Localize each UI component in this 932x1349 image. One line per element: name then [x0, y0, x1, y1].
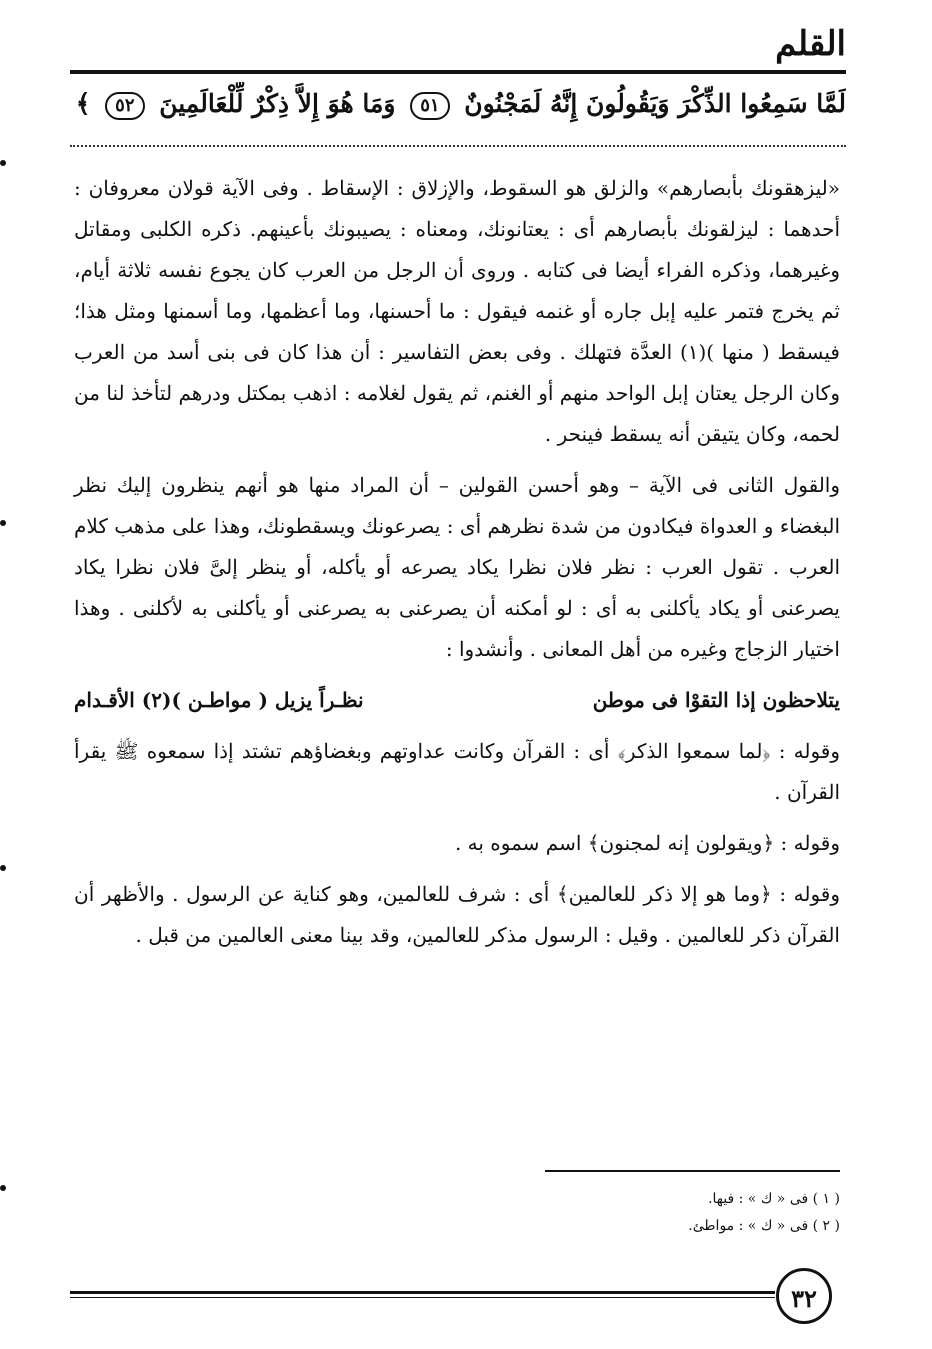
title-rule — [70, 70, 846, 74]
paragraph-3: وقوله : ﴿لما سمعوا الذكر﴾ أى : القرآن وكانت عداوتهم وبغضاؤهم تشتد إذا سمعوه ﷺ يقرأ القرآن . — [74, 739, 840, 804]
footnote-1: ( ١ ) فى « ك » : فيها. — [708, 1191, 840, 1207]
footnote-rule — [545, 1170, 840, 1172]
paragraph-2: والقول الثانى فى الآية – وهو أحسن القولين – أن المراد منها هو أنهم ينظرون إليك نظر البغضاء و العدواة فيكادون من شدة نظرهم أى : يصرعونك ويسقطونك، وهذا على مذهب كلام العرب . تقول العرب : نظر فلان نظرا يكاد يصرعه أو يأكله، أو ينظر إلىَّ فلان نظرا يكاد يصرعنى أو يكاد يأكلنى به أى : لو أمكنه أن يصرعنى به يصرعنى أو يأكلنى به لأكلنى . وهذا اختيار الزجاج وغيره من أهل المعانى . وأنشدوا : — [74, 473, 841, 661]
bottom-rule-thin — [70, 1297, 775, 1298]
paragraph-1: «ليزهقونك بأبصارهم» والزلق هو السقوط، والإزلاق : الإسقاط . وفى الآية قولان معروفان : أحدهما : ليزلقونك بأبصارهم أى : يعتانونك، ومعناه : يصيبونك بأعينهم. ذكره الكلبى ومقاتل وغيرهما، وذكره الفراء أيضا فى كتابه . وروى أن الرجل من العرب كان يجوع نفسه ثلاثة أيام، ثم يخرج فتمر عليه إبل جاره أو غنمه فيقول : ما أحسنها، وما أعظمها، وما أسمنها ومثل هذا؛ فيسقط ( منها )(١) العدَّة فتهلك . وفى بعض التفاسير : أن هذا كان فى بنى أسد من العرب وكان الرجل يعتان إبل الواحد منهم أو الغنم، ثم يقول لغلامه : اذهب بمكتل ودرهم لتأخذ لنا من لحمه، وكان يتيقن أنه يسقط فينحر . — [74, 176, 840, 446]
bottom-rule-thick — [70, 1291, 775, 1294]
paragraph-5: وقوله : ﴿وما هو إلا ذكر للعالمين﴾ أى : شرف للعالمين، وهو كناية عن الرسول . والأظهر أن القرآن ذكر للعالمين . وقيل : الرسول مذكر للعالمين، وقد بينا معنى العالمين من قبل . — [74, 882, 840, 947]
poetry-couplet — [74, 680, 840, 721]
margin-dot — [0, 160, 6, 166]
margin-dot — [0, 520, 6, 526]
ayah-number-52: ٥٢ — [105, 92, 144, 120]
page-number: ٣٢ — [776, 1268, 832, 1324]
quran-verse-header — [70, 82, 846, 126]
footnotes — [440, 1186, 840, 1240]
paragraph-4: وقوله : ﴿ويقولون إنه لمجنون﴾ اسم سموه به . — [454, 831, 840, 855]
commentary-body — [74, 168, 840, 966]
verse-part-1: لَمَّا سَمِعُوا الذِّكْرَ وَيَقُولُونَ إِنَّهُ لَمَجْنُونٌ — [464, 89, 846, 118]
couplet-first-hemistich: يتلاحظون إذا التقوْا فى موطن — [592, 688, 840, 712]
margin-dot — [0, 1185, 6, 1191]
verse-part-2: وَمَا هُوَ إِلاَّ ذِكْرٌ لِّلْعَالَمِينَ — [159, 89, 396, 118]
surah-title: القلم — [775, 24, 846, 64]
ayah-number-51: ٥١ — [410, 92, 449, 120]
couplet-second-hemistich: نظـراً يزيل ( مواطـن )(٢) الأقـدام — [74, 688, 364, 712]
verse-end-mark: ﴾ — [75, 89, 91, 118]
verse-dotted-rule — [70, 145, 846, 147]
margin-dot — [0, 865, 6, 871]
footnote-2: ( ٢ ) فى « ك » : مواطئ. — [688, 1218, 840, 1234]
